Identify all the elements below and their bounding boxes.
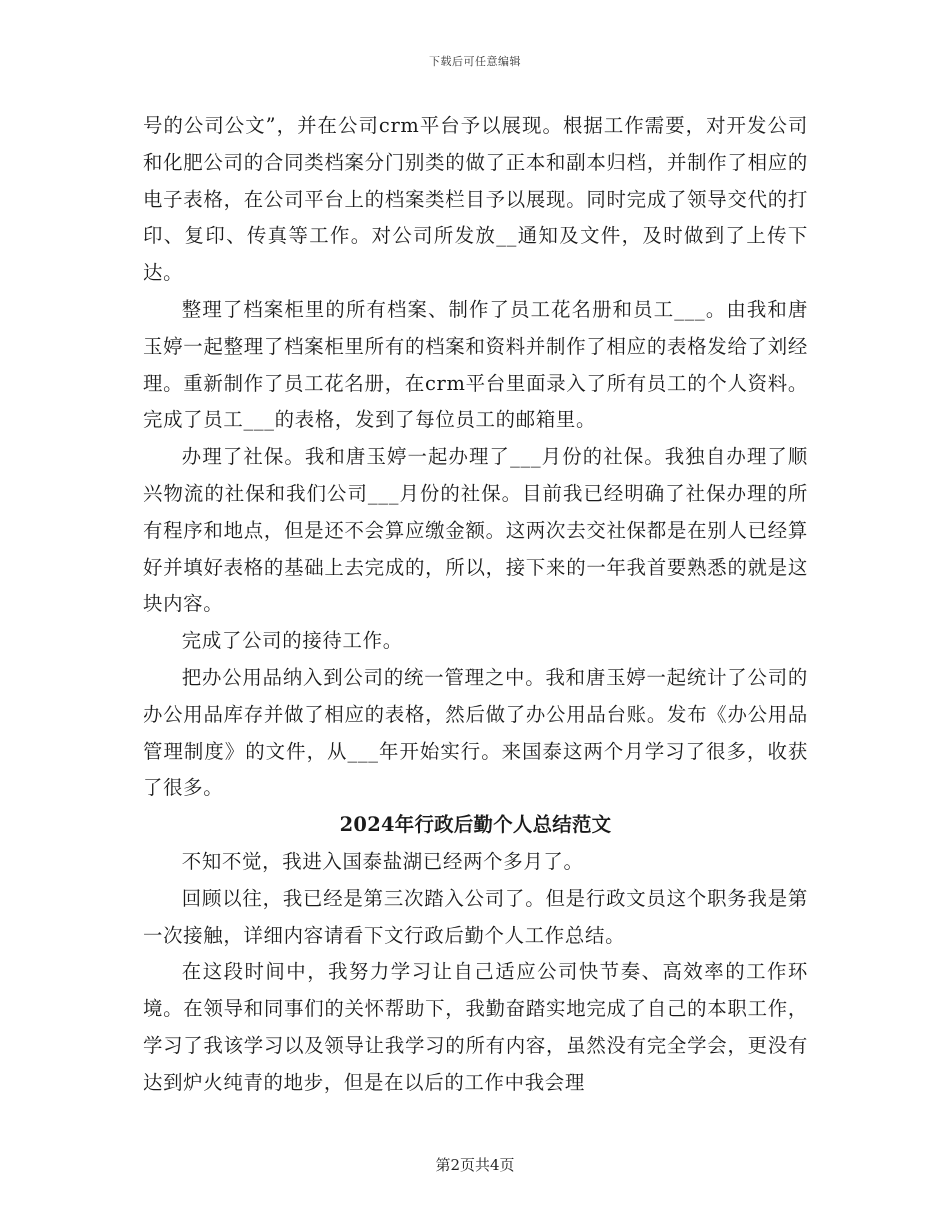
paragraph-work-period: 在这段时间中，我努力学习让自己适应公司快节奏、高效率的工作环境。在领导和同事们的关怀帮助下，我勤奋踏实地完成了自己的本职工作，学习了我该学习以及领导让我学习的所有内容，虽然没有完全学会，更没有达到炉火纯青的地步，但是在以后的工作中我会理 bbox=[143, 960, 808, 1094]
paragraph-office-supplies: 把办公用品纳入到公司的统一管理之中。我和唐玉婷一起统计了公司的办公用品库存并做了相应的表格，然后做了办公用品台账。发布《办公用品管理制度》的文件，从___年开始实行。来国泰这两个月学习了很多，收获了很多。 bbox=[143, 665, 808, 800]
paragraph-archive-continuation: 号的公司公文”，并在公司crm平台予以展现。根据工作需要，对开发公司和化肥公司的合同类档案分门别类的做了正本和副本归档，并制作了相应的电子表格，在公司平台上的档案类栏目予以展现。同时完成了领导交代的打印、复印、传真等工作。对公司所发放__通知及文件，及时做到了上传下达。 bbox=[143, 114, 808, 285]
paragraph-intro: 不知不觉，我进入国泰盐湖已经两个多月了。 bbox=[181, 849, 584, 873]
paragraph-review: 回顾以往，我已经是第三次踏入公司了。但是行政文员这个职务我是第一次接触，详细内容请看下文行政后勤个人工作总结。 bbox=[143, 886, 808, 947]
paragraph-reception: 完成了公司的接待工作。 bbox=[181, 629, 403, 653]
document-body bbox=[143, 108, 808, 1102]
paragraph-social-insurance: 办理了社保。我和唐玉婷一起办理了___月份的社保。我独自办理了顺兴物流的社保和我们公司___月份的社保。目前我已经明确了社保办理的所有程序和地点，但是还不会算应缴金额。这两次去交社保都是在别人已经算好并填好表格的基础上去完成的，所以，接下来的一年我首要熟悉的就是这块内容。 bbox=[143, 445, 808, 616]
page-number: 第2页共4页 bbox=[435, 1156, 515, 1174]
page-header-note: 下载后可任意编辑 bbox=[429, 55, 521, 68]
section-title: 2024年行政后勤个人总结范文 bbox=[339, 813, 612, 837]
paragraph-archive-cabinet: 整理了档案柜里的所有档案、制作了员工花名册和员工___。由我和唐玉婷一起整理了档案柜里所有的档案和资料并制作了相应的表格发给了刘经理。重新制作了员工花名册，在crm平台里面录入了所有员工的个人资料。完成了员工___的表格，发到了每位员工的邮箱里。 bbox=[143, 297, 808, 432]
